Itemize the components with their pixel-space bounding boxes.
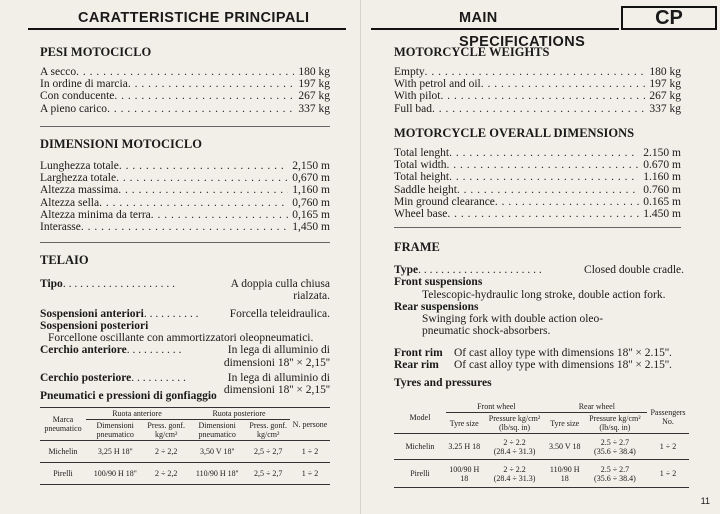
dims-title-en: MOTORCYCLE OVERALL DIMENSIONS bbox=[394, 126, 635, 140]
table-cell: 1 ÷ 2 bbox=[301, 447, 319, 456]
col-model: Model bbox=[409, 412, 431, 422]
dim-row-en: Wheel base . . . 1.450 m bbox=[394, 208, 681, 220]
weight-row-it: A secco . . . 180 kg bbox=[40, 66, 330, 78]
col-rear: Ruota posteriore bbox=[188, 408, 290, 420]
col-press-rear: Press. gonf. kg/cm² bbox=[249, 421, 287, 439]
dots: . . . . . . . . . . . . . . . . . . . . . . bbox=[418, 264, 542, 276]
col-dim-rear: Dimensioni pneumatico bbox=[198, 421, 236, 439]
frame-title-en: FRAME bbox=[394, 240, 440, 254]
col-persons: N. persone bbox=[292, 419, 328, 429]
dim-row-it: Interasse . . . 1,450 m bbox=[40, 221, 330, 233]
front-susp-value: Telescopic-hydraulic long stroke, double action fork. bbox=[422, 288, 666, 301]
cp-badge: CP bbox=[621, 6, 717, 30]
table-cell: 110/90 H 18 bbox=[549, 464, 580, 483]
col-front-wheel: Front wheel bbox=[446, 401, 547, 413]
col-pressure-rear: Pressure kg/cm² (lb/sq. in) bbox=[589, 414, 641, 432]
cerchio-ant-value: In lega di alluminio di dimensioni 18'' × 2,15'' bbox=[223, 344, 330, 369]
col-tyre-front: Tyre size bbox=[449, 418, 479, 428]
sosp-ant-row bbox=[40, 308, 330, 320]
dots: . . . . . . . . . . bbox=[126, 344, 182, 357]
rear-susp-value: Swinging fork with double action oleo-pneumatic shock-absorbers. bbox=[422, 313, 604, 338]
page-number: 11 bbox=[700, 496, 710, 506]
type-value: Closed double cradle. bbox=[584, 264, 684, 276]
cerchio-post-label: Cerchio posteriore bbox=[40, 372, 132, 385]
tyres-table-it bbox=[40, 407, 330, 485]
left-header: CARATTERISTICHE PRINCIPALI bbox=[28, 6, 346, 30]
col-press-front: Press. gonf. kg/cm² bbox=[147, 421, 185, 439]
weights-title-en: MOTORCYCLE WEIGHTS bbox=[394, 45, 550, 59]
table-cell: 100/90 H 18'' bbox=[93, 469, 137, 478]
tipo-row bbox=[40, 278, 330, 303]
col-dim-front: Dimensioni pneumatico bbox=[96, 421, 134, 439]
dim-row-en: Saddle height . . . 0.760 m bbox=[394, 184, 681, 196]
dots: . . . . . . . . . . . . . . . . . . . . bbox=[62, 278, 175, 290]
table-cell: Michelin bbox=[48, 447, 78, 456]
dots: . . . . . . . . . . bbox=[143, 307, 199, 320]
table-cell: 2 ÷ 2,2 bbox=[155, 469, 178, 478]
table-cell: 3.50 V 18 bbox=[548, 442, 581, 451]
rear-rim-value: Of cast alloy type with dimensions 18'' × 2.15''. bbox=[454, 359, 672, 372]
frame-title-it: TELAIO bbox=[40, 253, 89, 267]
dim-row-en: Total width . . . 0.670 m bbox=[394, 159, 681, 171]
col-front: Ruota anteriore bbox=[86, 408, 188, 420]
col-marca: Marca pneumatico bbox=[44, 415, 82, 433]
rear-rim-label: Rear rim bbox=[394, 359, 439, 372]
divider bbox=[40, 242, 330, 243]
table-row bbox=[394, 460, 689, 488]
rear-rim-row bbox=[394, 359, 684, 371]
table-cell: 2 ÷ 2,2 bbox=[155, 447, 178, 456]
col-pressure-front: Pressure kg/cm² (lb/sq. in) bbox=[488, 414, 541, 432]
table-cell: 3,50 V 18'' bbox=[200, 447, 235, 456]
table-row bbox=[40, 463, 330, 485]
dim-row-it: Altezza massima . . . 1,160 m bbox=[40, 184, 330, 196]
frame-specs-en bbox=[394, 264, 684, 371]
tyres-table-en bbox=[394, 401, 689, 488]
front-susp-label: Front suspensions bbox=[394, 276, 483, 289]
sosp-post-label: Sospensioni posteriori bbox=[40, 319, 149, 332]
front-rim-row bbox=[394, 347, 684, 359]
table-cell: 100/90 H 18 bbox=[449, 464, 480, 483]
front-susp-block bbox=[394, 276, 684, 301]
table-cell: 3.25 H 18 bbox=[448, 442, 481, 451]
type-label: Type bbox=[394, 264, 419, 276]
tipo-value: A doppia culla chiusa rialzata. bbox=[230, 278, 330, 303]
weight-row-en: With petrol and oil . . . 197 kg bbox=[394, 78, 681, 90]
table-cell: 2,5 ÷ 2,7 bbox=[254, 469, 283, 478]
weight-row-en: Full bad . . . 337 kg bbox=[394, 103, 681, 115]
dims-list-it bbox=[40, 160, 330, 233]
table-row bbox=[40, 441, 330, 463]
rear-susp-block bbox=[394, 301, 684, 338]
frame-specs-it bbox=[40, 278, 330, 397]
dim-row-it: Altezza minima da terra . . . 0,165 m bbox=[40, 209, 330, 221]
table-cell: 2,5 ÷ 2,7 bbox=[254, 447, 283, 456]
table-cell: 3,25 H 18'' bbox=[97, 447, 133, 456]
weights-list-it bbox=[40, 66, 330, 115]
dim-row-en: Min ground clearance . . . 0.165 m bbox=[394, 196, 681, 208]
cerchio-ant-row bbox=[40, 344, 330, 369]
divider bbox=[394, 227, 681, 228]
sosp-ant-label: Sospensioni anteriori bbox=[40, 307, 144, 320]
table-cell: 1 ÷ 2 bbox=[301, 469, 319, 478]
weights-list-en bbox=[394, 66, 681, 115]
weight-row-it: Con conducente . . . 267 kg bbox=[40, 90, 330, 102]
rear-susp-label: Rear suspensions bbox=[394, 300, 479, 313]
divider bbox=[40, 126, 330, 127]
table-cell: Pirelli bbox=[53, 469, 73, 478]
front-rim-label: Front rim bbox=[394, 346, 443, 359]
dots: . . . . . . . . . . bbox=[131, 372, 186, 385]
table-cell: 1 ÷ 2 bbox=[659, 469, 677, 478]
tyres-title-it: Pneumatici e pressioni di gonfiaggio bbox=[40, 390, 217, 402]
cerchio-post-value: In lega di alluminio di dimensioni 18'' × 2,15'' bbox=[223, 372, 330, 397]
table-cell: 2.5 ÷ 2.7 (35.6 ÷ 38.4) bbox=[594, 464, 636, 483]
table-cell: 2.5 ÷ 2.7 (35.6 ÷ 38.4) bbox=[594, 437, 636, 456]
tipo-label: Tipo bbox=[40, 278, 63, 290]
dim-row-it: Lunghezza totale . . . 2,150 m bbox=[40, 160, 330, 172]
table-cell: Pirelli bbox=[410, 469, 430, 478]
sosp-ant-value: Forcella teleidraulica. bbox=[229, 307, 330, 320]
table-cell: 2 ÷ 2.2 (28.4 ÷ 31.3) bbox=[493, 437, 536, 456]
sosp-post-block bbox=[40, 320, 330, 345]
right-header: MAIN SPECIFICATIONS bbox=[371, 6, 619, 30]
dim-row-it: Larghezza totale . . . 0,670 m bbox=[40, 172, 330, 184]
table-cell: 110/90 H 18'' bbox=[195, 469, 239, 478]
weight-row-it: In ordine di marcia . . . 197 kg bbox=[40, 78, 330, 90]
right-page bbox=[360, 0, 720, 514]
front-rim-value: Of cast alloy type with dimensions 18'' × 2.15''. bbox=[454, 346, 672, 359]
col-rear-wheel: Rear wheel bbox=[547, 401, 647, 413]
table-cell: 2 ÷ 2.2 (28.4 ÷ 31.3) bbox=[493, 464, 536, 483]
type-row bbox=[394, 264, 684, 276]
tyres-title-en: Tyres and pressures bbox=[394, 377, 492, 389]
col-tyre-rear: Tyre size bbox=[550, 418, 580, 428]
weight-row-it: A pieno carico . . . 337 kg bbox=[40, 103, 330, 115]
cerchio-ant-label: Cerchio anteriore bbox=[40, 344, 127, 357]
table-row bbox=[394, 434, 689, 460]
col-passengers: Passengers No. bbox=[650, 408, 686, 426]
dims-list-en bbox=[394, 147, 681, 220]
dim-row-en: Total height . . . 1.160 m bbox=[394, 171, 681, 183]
weights-title-it: PESI MOTOCICLO bbox=[40, 45, 152, 59]
dim-row-it: Altezza sella . . . 0,760 m bbox=[40, 197, 330, 209]
dims-title-it: DIMENSIONI MOTOCICLO bbox=[40, 137, 202, 151]
table-cell: Michelin bbox=[405, 442, 435, 451]
sosp-post-value: Forcellone oscillante con ammortizzatori oleopneumatici. bbox=[48, 332, 314, 345]
weight-row-en: With pilot . . . 267 kg bbox=[394, 90, 681, 102]
weight-row-en: Empty . . . 180 kg bbox=[394, 66, 681, 78]
dim-row-en: Total lenght . . . 2.150 m bbox=[394, 147, 681, 159]
table-cell: 1 ÷ 2 bbox=[659, 442, 677, 451]
